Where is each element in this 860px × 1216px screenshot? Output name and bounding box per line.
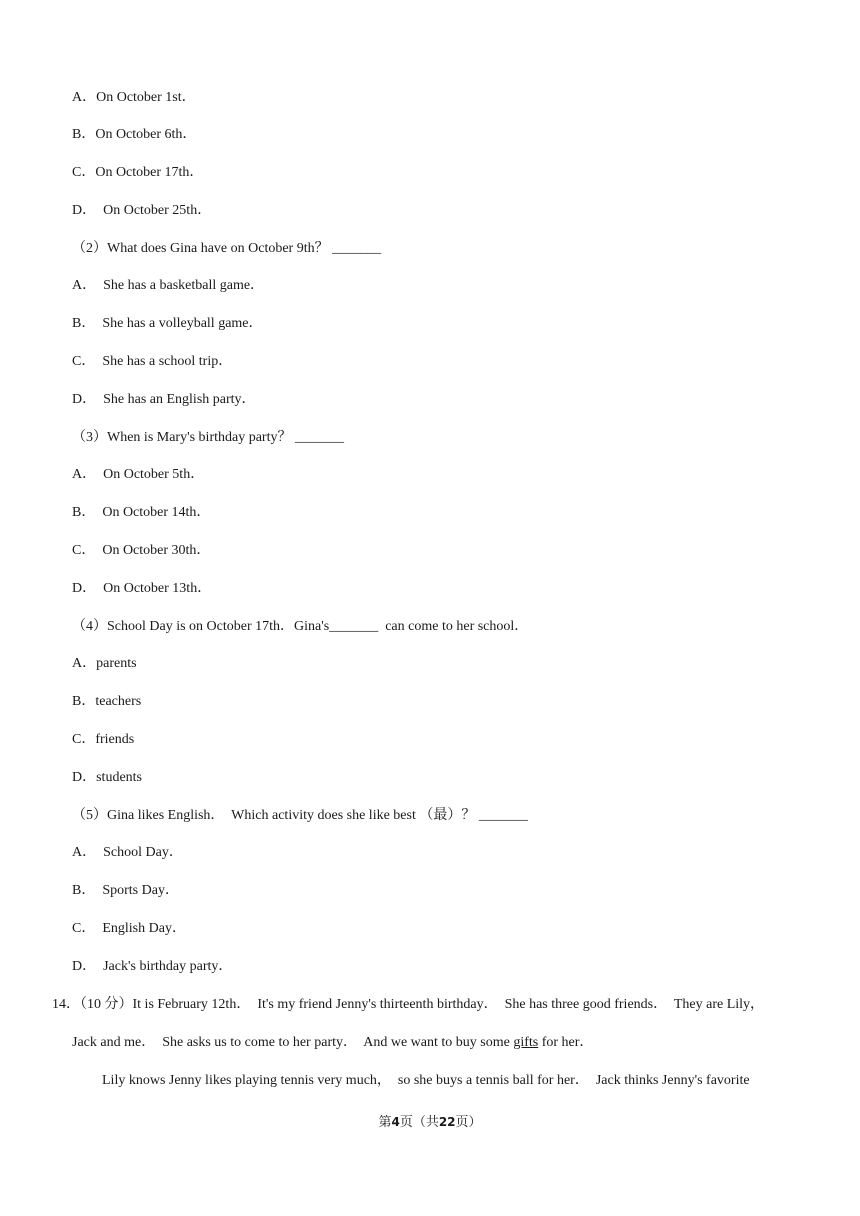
question-line: （5）Gina likes English． Which activity does she like best （最）？ _______ bbox=[72, 808, 528, 823]
option-line: C． She has a school trip． bbox=[72, 354, 233, 369]
total-pages: 22 bbox=[438, 1115, 456, 1129]
option-line: D． On October 13th． bbox=[72, 581, 212, 596]
option-line: C．friends bbox=[72, 732, 135, 747]
underlined-word: gifts bbox=[513, 1035, 539, 1050]
question-14-line: 14．（10 分）It is February 12th． It's my friend Jenny's thirteenth birthday． She has three good friends． They are Lily， bbox=[52, 997, 765, 1012]
page-number: 4 bbox=[391, 1115, 400, 1129]
page-footer bbox=[0, 1111, 860, 1130]
question-line: （4）School Day is on October 17th．Gina's_______ can come to her school． bbox=[72, 619, 529, 634]
option-line: A． She has a basketball game． bbox=[72, 278, 265, 293]
question-line: （3）When is Mary's birthday party？ _______ bbox=[72, 430, 344, 445]
passage-text: for her． bbox=[538, 1035, 594, 1050]
question-line: （2）What does Gina have on October 9th？ _______ bbox=[72, 241, 382, 256]
option-line: C．On October 17th． bbox=[72, 165, 204, 180]
option-line: C． On October 30th． bbox=[72, 543, 211, 558]
option-line: D． She has an English party． bbox=[72, 392, 256, 407]
option-line: C． English Day． bbox=[72, 921, 186, 936]
passage-line bbox=[72, 1034, 593, 1052]
option-line: A． School Day． bbox=[72, 845, 183, 860]
passage-text: Jack and me． She asks us to come to her party． And we want to buy some bbox=[72, 1035, 514, 1050]
option-line: D．students bbox=[72, 770, 142, 785]
option-line: B． On October 14th． bbox=[72, 505, 211, 520]
option-line: B． Sports Day． bbox=[72, 883, 179, 898]
footer-text: 页（共 bbox=[399, 1114, 439, 1129]
option-line: A．On October 1st． bbox=[72, 90, 196, 105]
option-line: B．On October 6th． bbox=[72, 127, 197, 142]
option-line: D． Jack's birthday party． bbox=[72, 959, 233, 974]
option-line: A．parents bbox=[72, 656, 137, 671]
option-line: D． On October 25th． bbox=[72, 203, 212, 218]
option-line: B． She has a volleyball game． bbox=[72, 316, 263, 331]
footer-text: 第 bbox=[378, 1114, 392, 1129]
option-line: A． On October 5th． bbox=[72, 467, 205, 482]
footer-text: 页） bbox=[455, 1114, 482, 1129]
passage-line: Lily knows Jenny likes playing tennis very much， so she buys a tennis ball for her． Jack thinks Jenny's favorite bbox=[102, 1073, 750, 1088]
option-line: B．teachers bbox=[72, 694, 142, 709]
